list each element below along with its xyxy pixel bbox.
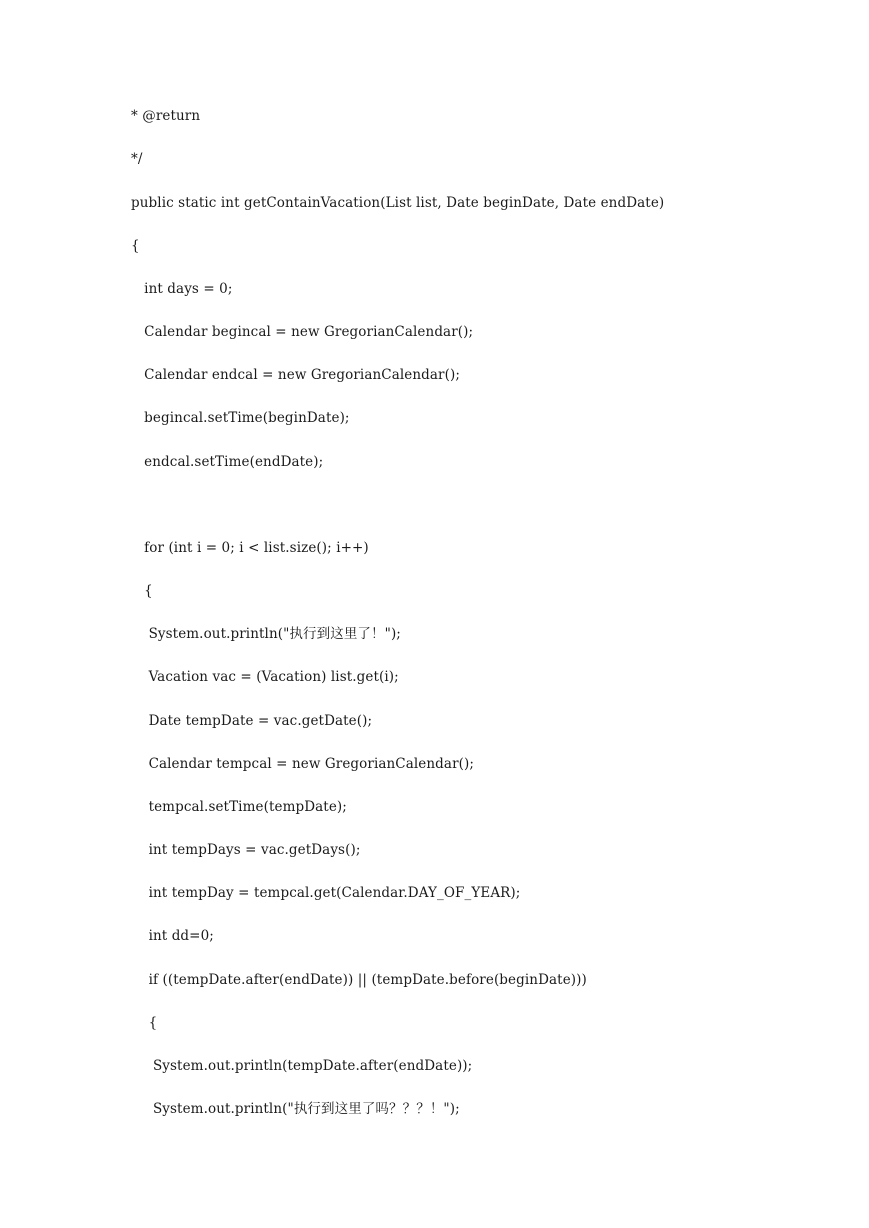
code-line: System.out.println(tempDate.after(endDate)); (131, 1058, 473, 1074)
code-line: Calendar tempcal = new GregorianCalendar(); (131, 756, 475, 772)
code-line: begincal.setTime(beginDate); (131, 410, 350, 426)
code-line: int dd=0; (131, 928, 214, 944)
code-line: Date tempDate = vac.getDate(); (131, 713, 373, 729)
code-line: tempcal.setTime(tempDate); (131, 799, 347, 815)
code-line: if ((tempDate.after(endDate)) || (tempDate.before(beginDate))) (131, 972, 587, 988)
code-line: Vacation vac = (Vacation) list.get(i); (131, 669, 399, 685)
code-line: { (131, 583, 153, 599)
code-line: */ (131, 151, 143, 167)
code-line: endcal.setTime(endDate); (131, 454, 324, 470)
code-line: Calendar begincal = new GregorianCalendar(); (131, 324, 474, 340)
code-line: for (int i = 0; i < list.size(); i++) (131, 540, 369, 556)
code-line: Calendar endcal = new GregorianCalendar(); (131, 367, 460, 383)
code-line: int days = 0; (131, 281, 233, 297)
code-line: * @return (131, 108, 201, 124)
code-line: { (131, 238, 140, 254)
code-line: int tempDay = tempcal.get(Calendar.DAY_OF_YEAR); (131, 885, 521, 901)
code-line: System.out.println("执行到这里了！"); (131, 626, 401, 642)
code-line: int tempDays = vac.getDays(); (131, 842, 361, 858)
code-line: System.out.println("执行到这里了吗？？？！"); (131, 1101, 460, 1117)
code-line: { (131, 1015, 158, 1031)
code-line: public static int getContainVacation(List list, Date beginDate, Date endDate) (131, 195, 665, 211)
